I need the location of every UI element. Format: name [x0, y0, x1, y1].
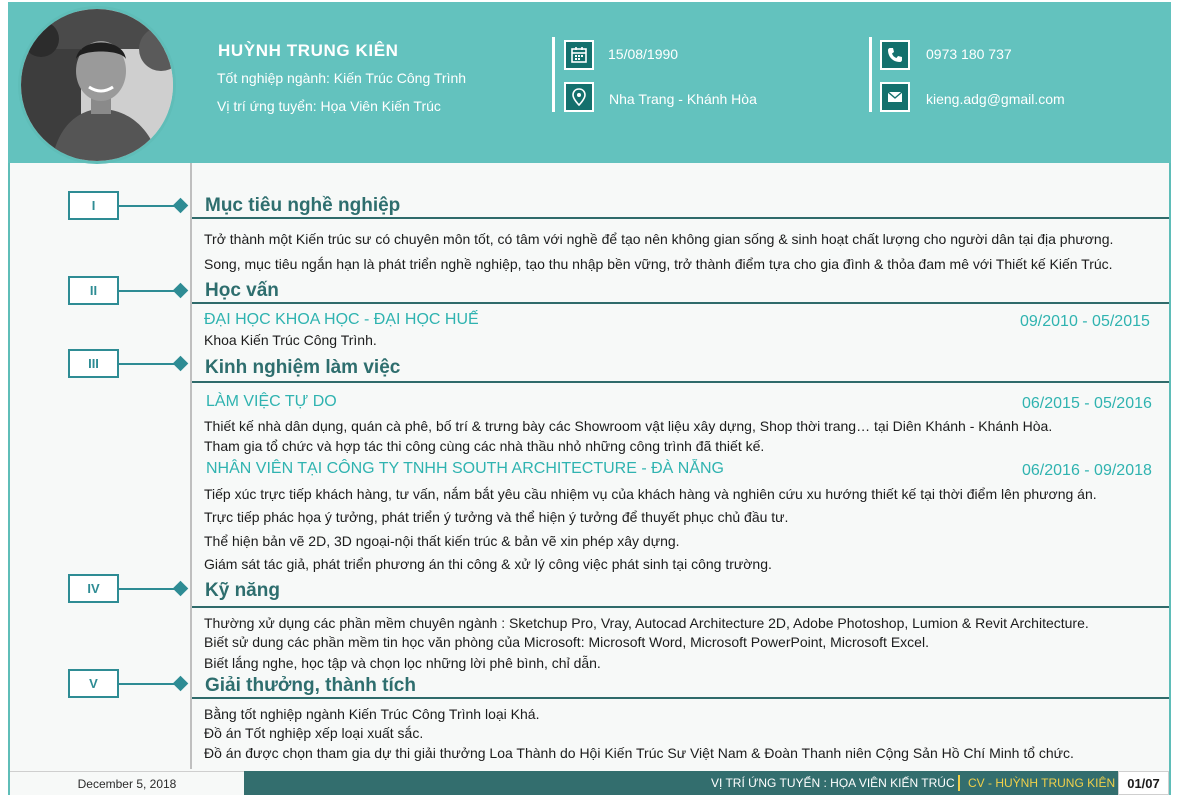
section-divider — [192, 217, 1169, 219]
section-title-experience: Kinh nghiệm làm việc — [205, 357, 401, 378]
job-duty-line: Tham gia tổ chức và hợp tác thi công cùng các nhà thầu nhỏ những công trình đã thiết kế. — [204, 438, 765, 454]
section-marker-2: II — [68, 276, 119, 305]
footer-cv-label: CV - HUỲNH TRUNG KIÊN — [968, 776, 1116, 790]
section-divider — [192, 381, 1169, 383]
section-title-awards: Giải thưởng, thành tích — [205, 675, 416, 696]
timeline-line — [190, 163, 192, 769]
position-text: Vị trí ứng tuyển: Họa Viên Kiến Trúc — [217, 98, 441, 114]
email-text[interactable]: kieng.adg@gmail.com — [926, 91, 1065, 107]
header-divider — [552, 37, 555, 112]
job-period: 06/2015 - 05/2016 — [1022, 395, 1152, 412]
phone-icon — [880, 40, 910, 70]
award-line: Bằng tốt nghiệp ngành Kiến Trúc Công Trình loại Khá. — [204, 706, 540, 722]
footer-date: December 5, 2018 — [10, 771, 244, 795]
job-duty-line: Tiếp xúc trực tiếp khách hàng, tư vấn, nắm bắt yêu cầu nhiệm vụ của khách hàng và nghiên cứu xu hướng thiết kế tại thời điểm lên phương án. — [204, 486, 1097, 502]
job-duty-line: Thể hiện bản vẽ 2D, 3D ngoại-nội thất kiến trúc & bản vẽ xin phép xây dựng. — [204, 533, 680, 549]
skill-line: Biết sử dung các phần mềm tin học văn phòng của Microsoft: Microsoft Word, Microsoft PowerPoint, Microsoft Excel. — [204, 634, 929, 650]
birthdate-text: 15/08/1990 — [608, 46, 679, 62]
section-title-education: Học vấn — [205, 280, 279, 301]
footer-separator — [958, 775, 960, 791]
section-title-objective: Mục tiêu nghề nghiệp — [205, 195, 401, 216]
phone-text[interactable]: 0973 180 737 — [926, 46, 1012, 62]
skill-line: Biết lắng nghe, học tập và chọn lọc những lời phê bình, chỉ dẫn. — [204, 655, 601, 671]
job-title: LÀM VIỆC TỰ DO — [206, 393, 337, 410]
header-banner — [8, 2, 1171, 163]
school-name: ĐẠI HỌC KHOA HỌC - ĐẠI HỌC HUẾ — [204, 311, 479, 328]
education-period: 09/2010 - 05/2015 — [1020, 313, 1150, 330]
degree-text: Tốt nghiệp ngành: Kiến Trúc Công Trình — [217, 70, 467, 86]
header-divider — [869, 37, 872, 112]
envelope-icon — [880, 82, 910, 112]
job-duty-line: Trực tiếp phác họa ý tưởng, phát triển ý tưởng và thể hiện ý tưởng để thuyết phục chủ đầu tư. — [204, 509, 789, 525]
section-title-skills: Kỹ năng — [205, 580, 280, 601]
section-divider — [192, 302, 1169, 304]
avatar-photo — [21, 9, 176, 164]
award-line: Đồ án Tốt nghiệp xếp loại xuất sắc. — [204, 725, 424, 741]
avatar — [18, 6, 176, 164]
job-period: 06/2016 - 09/2018 — [1022, 462, 1152, 479]
skill-line: Thường xử dụng các phần mềm chuyên ngành : Sketchup Pro, Vray, Autocad Architecture 2D, Adobe Photoshop, Lumion & Revit Architecture. — [204, 615, 1089, 631]
job-title: NHÂN VIÊN TẠI CÔNG TY TNHH SOUTH ARCHITECTURE - ĐÀ NẴNG — [206, 460, 724, 477]
location-pin-icon — [564, 82, 594, 112]
faculty-text: Khoa Kiến Trúc Công Trình. — [204, 332, 377, 348]
page-number: 01/07 — [1118, 771, 1169, 795]
section-marker-5: V — [68, 669, 119, 698]
section-marker-1: I — [68, 191, 119, 220]
job-duty-line: Giám sát tác giả, phát triển phương án thi công & xử lý công việc phát sinh tại công trường. — [204, 556, 772, 572]
footer-position: VỊ TRÍ ỨNG TUYỂN : HỌA VIÊN KIẾN TRÚC — [711, 776, 955, 790]
objective-line: Song, mục tiêu ngắn hạn là phát triển nghề nghiệp, tạo thu nhập bền vững, trở thành điểm tựa cho gia đình & thỏa đam mê với Thiết kế Kiến Trúc. — [204, 256, 1113, 272]
calendar-icon — [564, 40, 594, 70]
section-divider — [192, 697, 1169, 699]
section-divider — [192, 606, 1169, 608]
objective-line: Trở thành một Kiến trúc sư có chuyên môn tốt, có tâm với nghề để tạo nên không gian sống & sinh hoạt chất lượng cho người dân tại địa phương. — [204, 231, 1114, 247]
candidate-name: HUỲNH TRUNG KIÊN — [218, 41, 399, 60]
location-text: Nha Trang - Khánh Hòa — [609, 91, 757, 107]
award-line: Đồ án được chọn tham gia dự thi giải thưởng Loa Thành do Hội Kiến Trúc Sư Việt Nam & Đoàn Thanh niên Cộng Sản Hồ Chí Minh tổ chức. — [204, 745, 1074, 761]
section-marker-3: III — [68, 349, 119, 378]
section-marker-4: IV — [68, 574, 119, 603]
job-duty-line: Thiết kế nhà dân dụng, quán cà phê, bố trí & trưng bày các Showroom vật liệu xây dựng, Shop thời trang… tại Diên Khánh - Khánh Hòa. — [204, 418, 1053, 434]
